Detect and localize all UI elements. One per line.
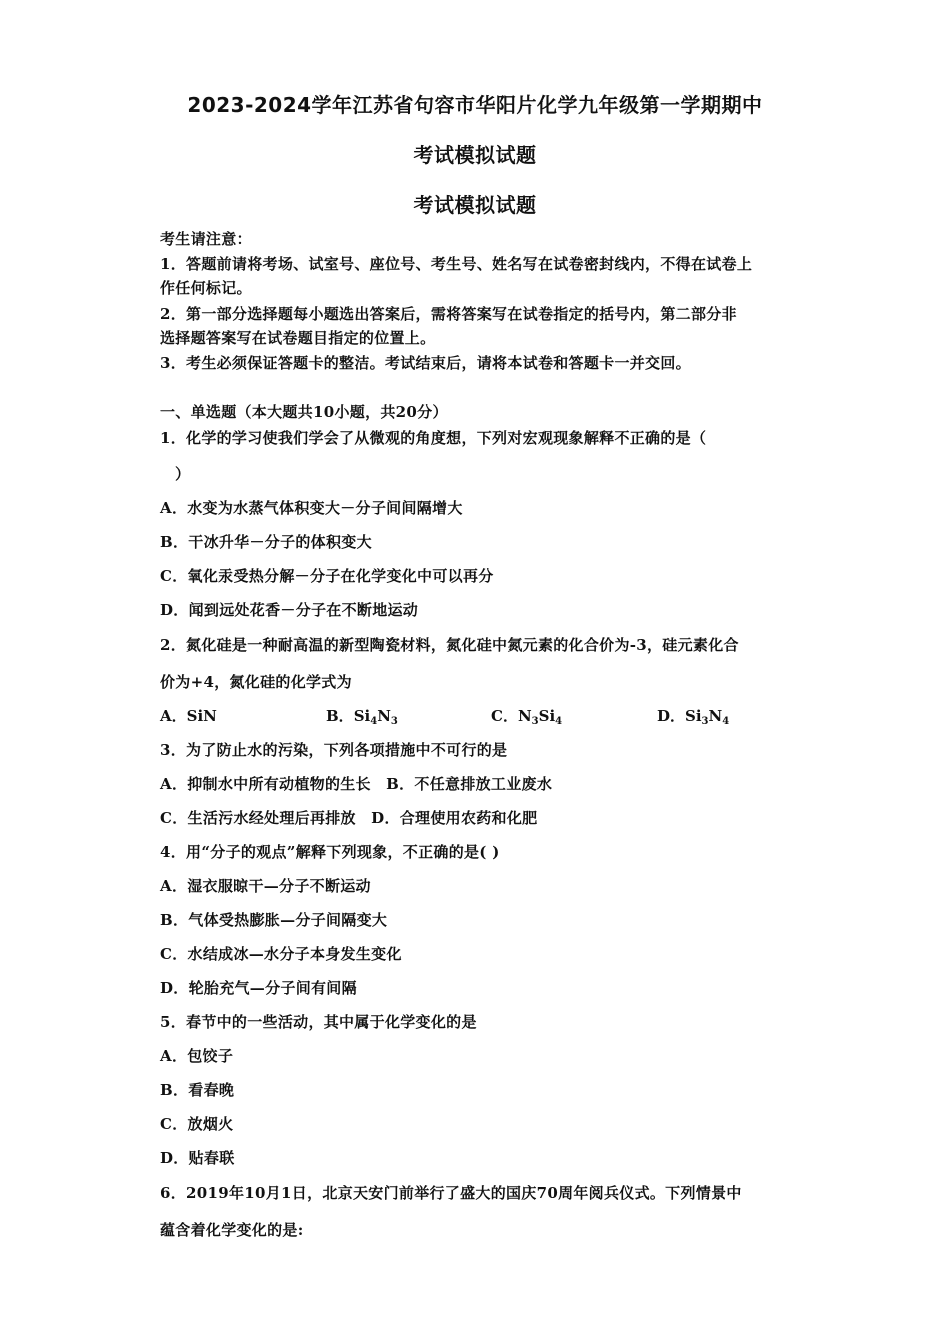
- notice-item-1b: 作任何标记。: [160, 279, 252, 297]
- notice-heading: 考生请注意：: [160, 230, 252, 248]
- q6-stem-b: 蕴含着化学变化的是:: [160, 1221, 304, 1239]
- q4-option-c: C．水结成冰—水分子本身发生变化: [160, 945, 402, 963]
- q1-option-b: B．干冰升华－分子的体积变大: [160, 533, 372, 551]
- q4-option-a: A．湿衣服晾干—分子不断运动: [160, 877, 371, 895]
- q2-option-d: D．$Si_3N_4$: [657, 707, 730, 727]
- q5-option-c: C．放烟火: [160, 1115, 234, 1133]
- q6-stem-a: 6．2019年10月1日，北京天安门前举行了盛大的国庆70周年阅兵仪式。下列情景中: [160, 1184, 742, 1202]
- q1-option-a: A．水变为水蒸气体积变大－分子间间隔增大: [160, 499, 463, 517]
- section-heading: 一、单选题（本大题共10小题，共20分）: [160, 403, 448, 421]
- notice-item-3: 3．考生必须保证答题卡的整洁。考试结束后，请将本试卷和答题卡一并交回。: [160, 354, 691, 372]
- q5-stem: 5．春节中的一些活动，其中属于化学变化的是: [160, 1013, 477, 1031]
- q1-option-c: C．氧化汞受热分解－分子在化学变化中可以再分: [160, 567, 494, 585]
- q5-option-b: B．看春晚: [160, 1081, 235, 1099]
- notice-item-2b: 选择题答案写在试卷题目指定的位置上。: [160, 329, 436, 347]
- title-line-3: 考试模拟试题: [413, 193, 537, 217]
- notice-item-1a: 1．答题前请将考场、试室号、座位号、考生号、姓名写在试卷密封线内，不得在试卷上: [160, 255, 753, 273]
- q5-option-d: D．贴春联: [160, 1149, 235, 1167]
- q4-option-b: B．气体受热膨胀—分子间隔变大: [160, 911, 388, 929]
- q3-options-ab: A．抑制水中所有动植物的生长 B．不任意排放工业废水: [160, 775, 553, 793]
- title-line-1: 2023-2024学年江苏省句容市华阳片化学九年级第一学期期中: [187, 93, 763, 117]
- title-line-2: 考试模拟试题: [413, 143, 537, 167]
- q5-option-a: A．包饺子: [160, 1047, 234, 1065]
- q2-option-a: A．SiN: [160, 707, 217, 725]
- q2-option-b: B．$Si_4N_3$: [326, 707, 398, 727]
- q3-stem: 3．为了防止水的污染，下列各项措施中不可行的是: [160, 741, 508, 759]
- q1-stem-a: 1．化学的学习使我们学会了从微观的角度想，下列对宏观现象解释不正确的是（: [160, 429, 707, 447]
- q2-stem-a: 2．氮化硅是一种耐高温的新型陶瓷材料，氮化硅中氮元素的化合价为-3，硅元素化合: [160, 636, 739, 654]
- q1-option-d: D．闻到远处花香－分子在不断地运动: [160, 601, 419, 619]
- q3-options-cd: C．生活污水经处理后再排放 D．合理使用农药和化肥: [160, 809, 538, 827]
- q2-option-c: C．$N_3Si_4$: [491, 707, 563, 727]
- notice-item-2a: 2．第一部分选择题每小题选出答案后，需将答案写在试卷指定的括号内，第二部分非: [160, 305, 737, 323]
- q1-stem-b: ）: [175, 465, 191, 483]
- q2-stem-b: 价为+4，氮化硅的化学式为: [160, 673, 352, 691]
- q4-option-d: D．轮胎充气—分子间有间隔: [160, 979, 357, 997]
- q4-stem: 4．用“分子的观点”解释下列现象，不正确的是( ): [160, 843, 500, 861]
